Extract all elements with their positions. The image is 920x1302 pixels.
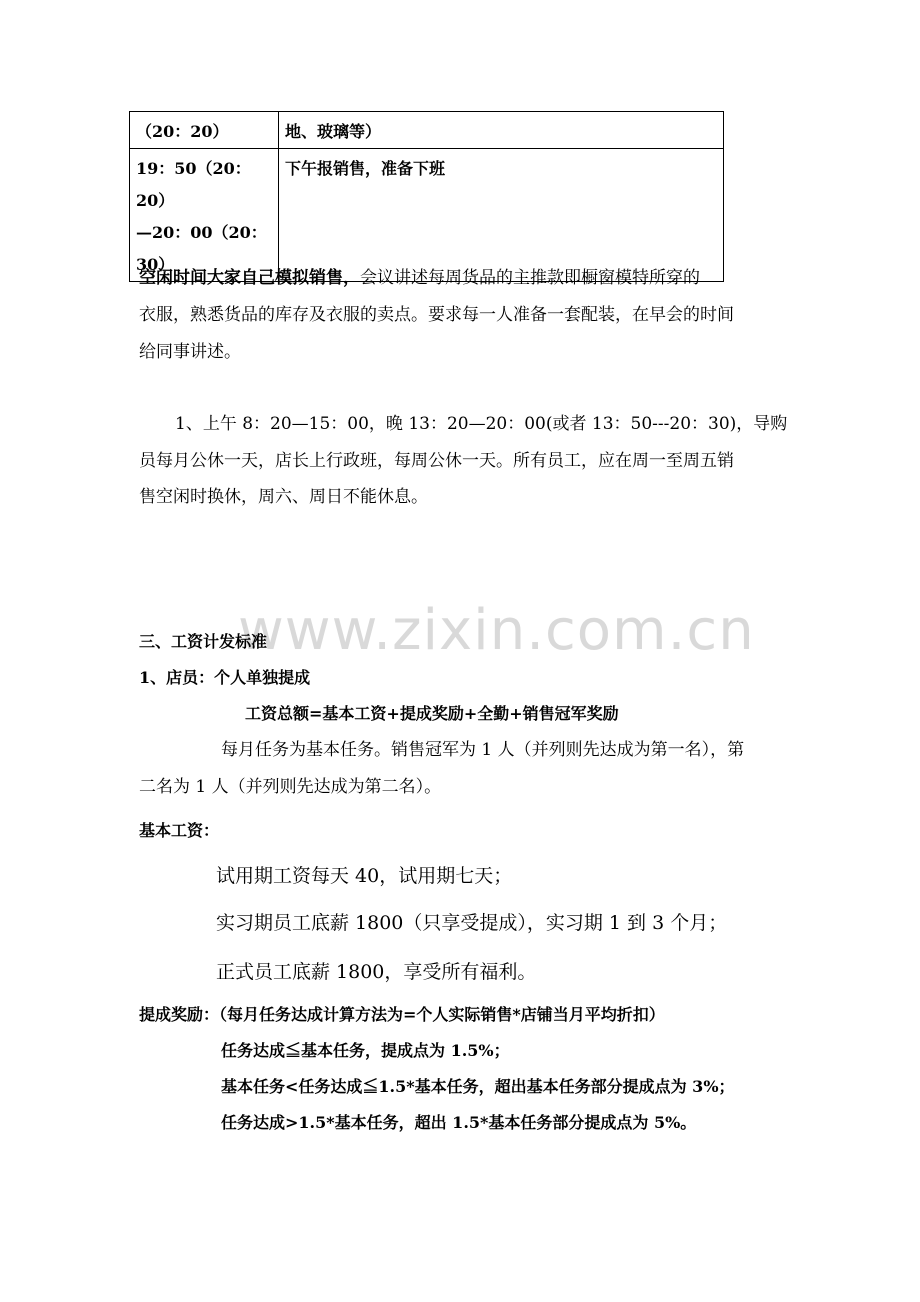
wage-item: 试用期工资每天 40，试用期七天；: [216, 865, 513, 887]
commission-item: 任务达成>1.5*基本任务，超出 1.5*基本任务部分提成点为 5%。: [221, 1113, 697, 1132]
schedule-table: [129, 111, 724, 282]
paragraph-line: 每月任务为基本任务。销售冠军为 1 人（并列则先达成为第一名），第: [221, 740, 745, 760]
wage-formula: 工资总额=基本工资+提成奖励+全勤+销售冠军奖励: [245, 704, 619, 723]
table-row: [130, 149, 724, 282]
basic-wage-heading: 基本工资：: [139, 821, 220, 840]
time-line: 30）: [136, 255, 175, 274]
section-heading: 三、工资计发标准: [139, 632, 268, 651]
paragraph-line: 给同事讲述。: [139, 342, 241, 362]
time-cell: （20：20）: [130, 112, 279, 149]
commission-item: 任务达成≦基本任务，提成点为 1.5%；: [221, 1041, 510, 1060]
time-line: 19：50（20：20）: [136, 159, 251, 210]
paragraph-line: 1、上午 8：20—15：00，晚 13：20—20：00(或者 13：50---20：30)，导购: [175, 414, 788, 434]
line-rest: 会议讲述每周货品的主推款即橱窗模特所穿的: [360, 268, 700, 288]
time-line: —20：00（20：: [136, 223, 267, 242]
paragraph-line: [139, 263, 700, 288]
paragraph-line: 员每月公休一天，店长上行政班，每周公休一天。所有员工，应在周一至周五销: [139, 451, 734, 471]
commission-item: 基本任务<任务达成≦1.5*基本任务，超出基本任务部分提成点为 3%；: [221, 1077, 735, 1096]
bold-lead: 空闲时间大家自己模拟销售，: [139, 268, 360, 288]
commission-heading: 提成奖励：（每月任务达成计算方法为=个人实际销售*店铺当月平均折扣）: [139, 1005, 665, 1024]
paragraph-line: 衣服，熟悉货品的库存及衣服的卖点。要求每一人准备一套配装，在早会的时间: [139, 305, 734, 325]
wage-item: 实习期员工底薪 1800（只享受提成），实习期 1 到 3 个月；: [216, 912, 728, 934]
watermark: www.zixin.com.cn: [238, 598, 755, 663]
task-cell: 地、玻璃等）: [279, 112, 724, 149]
paragraph-line: 售空闲时换休，周六、周日不能休息。: [139, 487, 428, 507]
paragraph-line: 二名为 1 人（并列则先达成为第二名）。: [139, 777, 442, 797]
sub-heading: 1、店员：个人单独提成: [139, 668, 311, 687]
wage-item: 正式员工底薪 1800，享受所有福利。: [216, 961, 537, 983]
time-cell: [130, 149, 279, 282]
task-cell: 下午报销售，准备下班: [279, 149, 724, 282]
table-row: [130, 112, 724, 149]
